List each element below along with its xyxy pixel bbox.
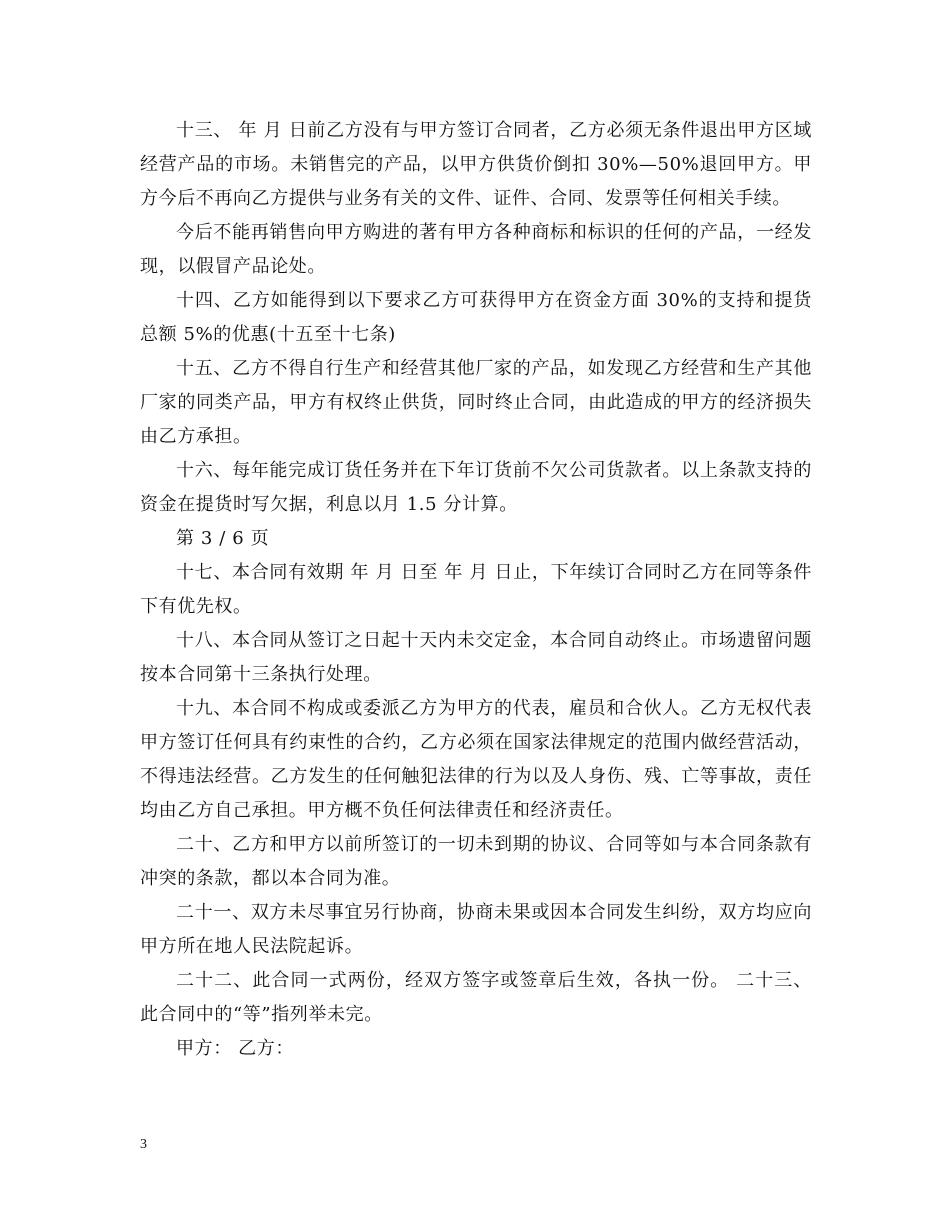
page-number: 3 bbox=[140, 1137, 147, 1152]
clause-18: 十八、本合同从签订之日起十天内未交定金，本合同自动终止。市场遗留问题按本合同第十三条执行处理。 bbox=[140, 630, 812, 685]
clause-16: 十六、每年能完成订货任务并在下年订货前不欠公司货款者。以上条款支持的资金在提货时写欠据，利息以月 1.5 分计算。 bbox=[140, 460, 812, 515]
clause-17: 十七、本合同有效期 年 月 日至 年 月 日止，下年续订合同时乙方在同等条件下有优先权。 bbox=[140, 562, 812, 617]
clause-21: 二十一、双方未尽事宜另行协商，协商未果或因本合同发生纠纷，双方均应向甲方所在地人民法院起诉。 bbox=[140, 902, 812, 957]
clause-14: 十四、乙方如能得到以下要求乙方可获得甲方在资金方面 30%的支持和提货总额 5%的优惠(十五至十七条) bbox=[140, 290, 812, 345]
clause-13: 十三、 年 月 日前乙方没有与甲方签订合同者，乙方必须无条件退出甲方区域经营产品的市场。未销售完的产品，以甲方供货价倒扣 30%—50%退回甲方。甲方今后不再向乙方提供与业务有关的文件、证件、合同、发票等任何相关手续。 bbox=[140, 120, 812, 209]
clause-13-continued: 今后不能再销售向甲方购进的著有甲方各种商标和标识的任何的产品，一经发现，以假冒产品论处。 bbox=[140, 222, 812, 277]
clause-22-23: 二十二、此合同一式两份，经双方签字或签章后生效，各执一份。 二十三、此合同中的“等”指列举未完。 bbox=[140, 970, 812, 1025]
document-body bbox=[140, 114, 812, 1066]
clause-20: 二十、乙方和甲方以前所签订的一切未到期的协议、合同等如与本合同条款有冲突的条款，都以本合同为准。 bbox=[140, 834, 812, 889]
page-marker: 第 3 / 6 页 bbox=[176, 528, 270, 549]
clause-19: 十九、本合同不构成或委派乙方为甲方的代表，雇员和合伙人。乙方无权代表甲方签订任何具有约束性的合约，乙方必须在国家法律规定的范围内做经营活动，不得违法经营。乙方发生的任何触犯法律的行为以及人身伤、残、亡等事故，责任均由乙方自己承担。甲方概不负任何法律责任和经济责任。 bbox=[140, 698, 812, 821]
signature-line: 甲方： 乙方： bbox=[176, 1038, 294, 1059]
clause-15: 十五、乙方不得自行生产和经营其他厂家的产品，如发现乙方经营和生产其他厂家的同类产品，甲方有权终止供货，同时终止合同，由此造成的甲方的经济损失由乙方承担。 bbox=[140, 358, 812, 447]
